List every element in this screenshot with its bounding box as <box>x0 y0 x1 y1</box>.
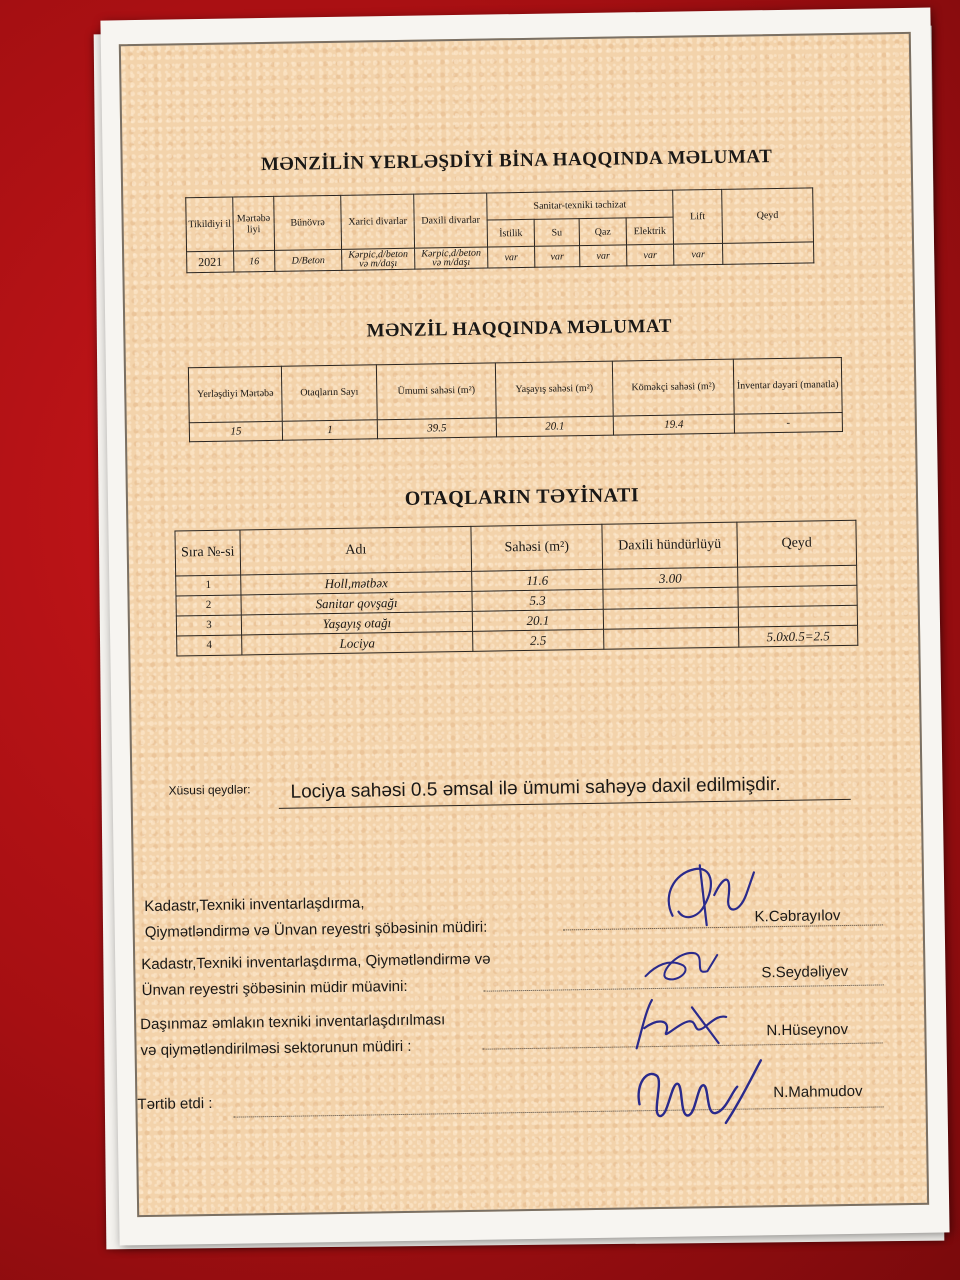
cell-lift: var <box>674 243 723 265</box>
signature-block-2 <box>141 947 491 1004</box>
room-note <box>738 565 857 587</box>
signature-line-4 <box>234 1106 884 1117</box>
signatory-name-1: K.Cəbrayılov <box>754 907 841 926</box>
special-notes-label: Xüsusi qeydlər: <box>168 782 251 798</box>
signature-block-3 <box>140 1007 446 1064</box>
special-notes-text: Lociya sahəsi 0.5 əmsal ilə ümumi sahəyə daxil edilmişdir. <box>290 774 781 803</box>
signature-block-4 <box>137 1091 212 1118</box>
room-name: Lociya <box>242 631 473 655</box>
room-no: 2 <box>176 595 241 616</box>
cell-aux-area: 19.4 <box>613 414 734 435</box>
room-height: 3.00 <box>603 567 738 589</box>
building-info-title: MƏNZİLİN YERLƏŞDİYİ BİNA HAQQINDA MƏLUMAT <box>260 146 773 176</box>
header-living-area: Yaşayış sahəsi (m²) <box>495 361 613 418</box>
cell-total-area: 39.5 <box>377 418 496 439</box>
cell-year: 2021 <box>187 251 234 273</box>
header-foundation: Bünövrə <box>274 195 342 250</box>
certificate-frame <box>119 32 929 1217</box>
cell-gas: var <box>580 245 627 267</box>
header-floor: Yerləşdiyi Mərtəbə <box>188 366 282 422</box>
building-table <box>185 187 814 273</box>
signature-title-line1: Kadastr,Texniki inventarlaşdırma, <box>144 894 365 916</box>
apartment-info-title: MƏNZİL HAQQINDA MƏLUMAT <box>366 315 673 342</box>
room-name: Sanitar qovşağı <box>241 591 472 615</box>
cell-inventory-value: - <box>734 412 842 433</box>
room-no: 1 <box>176 575 241 596</box>
cell-water: var <box>535 246 580 268</box>
signature-scribble-3 <box>622 987 743 1059</box>
room-name: Holl,mətbəx <box>241 571 472 595</box>
cell-inner-walls: Kərpic,d/beton və m/daşı <box>415 247 488 269</box>
cell-outer-walls: Kərpic,d/beton və m/daşı <box>342 248 415 270</box>
header-electric: Elektrik <box>626 217 673 245</box>
room-no: 4 <box>177 635 242 656</box>
signature-title-line2: Ünvan reyestri şöbəsinin müdir müavini: <box>141 977 408 1000</box>
room-height <box>603 587 738 609</box>
cell-rooms: 1 <box>282 420 377 440</box>
cell-electric: var <box>627 244 674 266</box>
room-note: 5.0x0.5=2.5 <box>739 625 858 647</box>
signature-title-line2: Qiymətləndirmə və Ünvan reyestri şöbəsinin müdiri: <box>144 918 488 942</box>
apartment-table <box>188 357 843 442</box>
header-heating: İstilik <box>487 219 534 247</box>
header-water: Su <box>534 219 579 247</box>
room-no: 3 <box>176 615 241 636</box>
room-note <box>738 605 857 627</box>
header-height: Daxili hündürlüyü <box>602 522 738 569</box>
cell-foundation: D/Beton <box>275 249 342 271</box>
signature-title-line1: Kadastr,Texniki inventarlaşdırma, Qiymətləndirmə və <box>141 950 491 974</box>
cell-note <box>723 242 814 264</box>
header-gas: Qaz <box>579 218 626 246</box>
signature-block-1 <box>144 889 487 946</box>
header-no: Sıra №-si <box>175 530 241 576</box>
signature-title-line2: Tərtib etdi : <box>137 1094 213 1114</box>
rooms-purpose-title: OTAQLARIN TƏYİNATI <box>404 484 640 510</box>
signatory-name-2: S.Seydəliyev <box>761 962 849 982</box>
room-area: 2.5 <box>473 629 604 651</box>
header-rooms: Otaqların Sayı <box>281 365 377 421</box>
header-year: Tikildiyi il <box>186 197 234 252</box>
rooms-table <box>174 520 858 657</box>
document-sheet <box>100 8 949 1246</box>
signatory-name-3: N.Hüseynov <box>766 1020 849 1040</box>
cell-floor: 15 <box>189 421 282 441</box>
signature-title-line1: Daşınmaz əmlakın texniki inventarlaşdırılması <box>140 1011 446 1034</box>
room-height <box>604 627 739 649</box>
header-room-note: Qeyd <box>737 520 857 567</box>
signatory-name-4: N.Mahmudov <box>773 1082 863 1102</box>
cell-heating: var <box>488 246 535 268</box>
cell-floors: 16 <box>234 250 275 272</box>
header-lift: Lift <box>673 189 723 244</box>
signature-title-line2: və qiymətləndirilməsi sektorunun müdiri : <box>140 1037 412 1060</box>
header-note: Qeyd <box>722 188 814 243</box>
room-height <box>603 607 738 629</box>
header-outer-walls: Xarici divarlar <box>341 194 415 249</box>
header-area: Sahəsi (m²) <box>471 524 603 571</box>
cell-living-area: 20.1 <box>496 416 613 437</box>
room-note <box>738 585 857 607</box>
header-floors: Mərtəbə liyi <box>233 196 275 251</box>
header-inner-walls: Daxili divarlar <box>414 193 488 248</box>
signature-scribble-1 <box>654 854 765 936</box>
header-name: Adı <box>240 526 472 575</box>
header-total-area: Ümumi sahəsi (m²) <box>376 363 496 420</box>
room-area: 20.1 <box>472 609 603 631</box>
header-aux-area: Köməkçi sahəsi (m²) <box>612 359 734 416</box>
room-name: Yaşayış otağı <box>241 611 472 635</box>
room-area: 11.6 <box>472 569 603 591</box>
header-inventory-value: İnventar dəyəri (manatla) <box>733 357 842 414</box>
header-sanitary: Sanitar-texniki təchizat <box>487 190 673 220</box>
room-area: 5.3 <box>472 589 603 611</box>
signature-scribble-4 <box>629 1052 770 1138</box>
